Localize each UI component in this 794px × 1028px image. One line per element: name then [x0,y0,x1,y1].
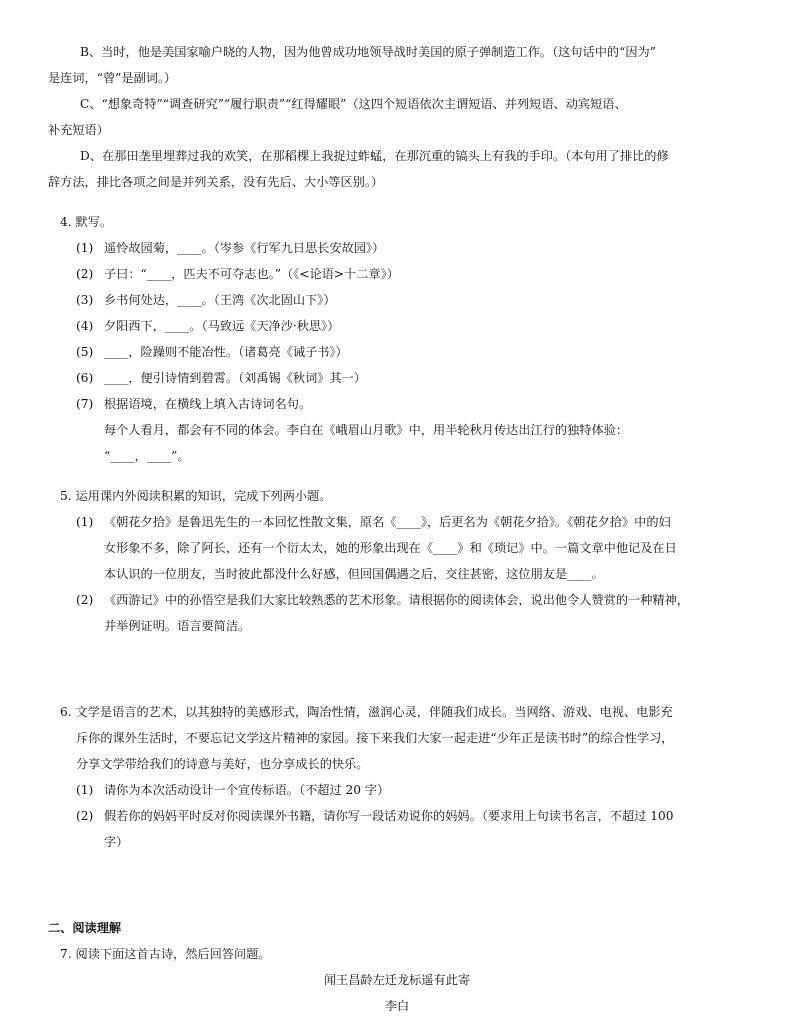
q6-item-2-num: (2) [76,809,94,823]
q6-intro-line2: 斥你的课外生活时，不要忘记文学这片精神的家园。接下来我们大家一起走进“少年正是读书时”的综合性学习， [76,731,674,745]
q4-item-3: 乡书何处达，____。（王湾《次北固山下》） [104,293,336,307]
q6-item-1-num: (1) [76,783,94,797]
q5-item-1-line3: 本认识的一位朋友，当时彼此都没什么好感，但回国偶遇之后，交往甚密，这位朋友是____。 [104,567,604,581]
q4-item-6-num: (6) [76,371,94,385]
option-b-line2: 是连词，“曾”是副词。） [48,71,177,85]
q5-heading: 5. 运用课内外阅读积累的知识，完成下列两小题。 [60,489,332,503]
q4-item-3-num: (3) [76,293,94,307]
q5-item-2-line2: 并举例证明。语言要简洁。 [104,619,251,633]
q6-intro-line3: 分享文学带给我们的诗意与美好，也分享成长的快乐。 [76,757,369,771]
q4-item-4-num: (4) [76,319,94,333]
q4-item-7-num: (7) [76,397,94,411]
q5-item-2-line1: 《西游记》中的孙悟空是我们大家比较熟悉的艺术形象。请根据你的阅读体会，说出他令人赞赏的一种精神， [104,593,689,607]
q4-item-1-num: (1) [76,241,94,255]
q4-item-5-num: (5) [76,345,94,359]
q4-item-1: 遥怜故园菊，____。（岑参《行军九日思长安故园》） [104,241,385,255]
option-c-line2: 补充短语） [48,123,109,137]
q4-item-7-context: 每个人看月，都会有不同的体会。李白在《峨眉山月歌》中，用半轮秋月传达出江行的独特体验： [104,423,629,437]
q5-item-2-num: (2) [76,593,94,607]
q4-heading: 4. 默写。 [60,215,113,229]
option-c-line1: C、“想象奇特”“调查研究”“履行职责”“红得耀眼”（这四个短语依次主谓短语、并列短语、动宾短语、 [80,97,627,111]
option-b-line1: B、当时，他是美国家喻户晓的人物，因为他曾成功地领导战时美国的原子弹制造工作。（这句话中的“因为” [80,45,656,59]
q7-prompt: 7. 阅读下面这首古诗，然后回答问题。 [60,947,271,961]
q5-item-1-line1: 《朝花夕拾》是鲁迅先生的一本回忆性散文集，原名《____》，后更名为《朝花夕拾》。《朝花夕拾》中的妇 [104,515,671,529]
q6-item-2-line1: 假若你的妈妈平时反对你阅读课外书籍，请你写一段话劝说你的妈妈。（要求用上句读书名言，不超过 100 [104,809,674,823]
option-d-line1: D、在那田垄里埋葬过我的欢笑，在那稻棵上我捉过蚱蜢，在那沉重的镐头上有我的手印。（本句用了排比的修 [80,149,669,163]
option-d-line2: 辞方法，排比各项之间是并列关系，没有先后、大小等区别。） [48,175,384,189]
q4-item-6: ____，便引诗情到碧霄。（刘禹锡《秋词》其一） [104,371,367,385]
poem-title: 闻王昌龄左迁龙标遥有此寄 [323,973,471,987]
q5-item-1-line2: 女形象不多，除了阿长，还有一个衍太太，她的形象出现在《____》和《琐记》中。一篇文章中他记及在日 [104,541,677,555]
q4-item-5: ____，险躁则不能冶性。（诸葛亮《诫子书》） [104,345,348,359]
q4-item-2: 子曰：“____，匹夫不可夺志也。”（《<论语>十二章》） [104,267,399,281]
poem-author: 李白 [384,999,410,1013]
section-2-heading: 二、阅读理解 [48,921,122,935]
q4-item-7: 根据语境，在横线上填入古诗词名句。 [104,397,312,411]
q5-item-1-num: (1) [76,515,94,529]
q6-intro-line1: 6. 文学是语言的艺术，以其独特的美感形式，陶冶性情，滋润心灵，伴随我们成长。当网络、游戏、电视、电影充 [60,705,673,719]
q4-item-2-num: (2) [76,267,94,281]
q4-item-4: 夕阳西下，____。（马致远《天净沙·秋思》） [104,319,340,333]
q4-item-7-blanks: “____，____”。 [104,449,190,463]
q6-item-2-line2: 字） [104,835,129,849]
q6-item-1: 请你为本次活动设计一个宣传标语。（不超过 20 字） [104,783,390,797]
